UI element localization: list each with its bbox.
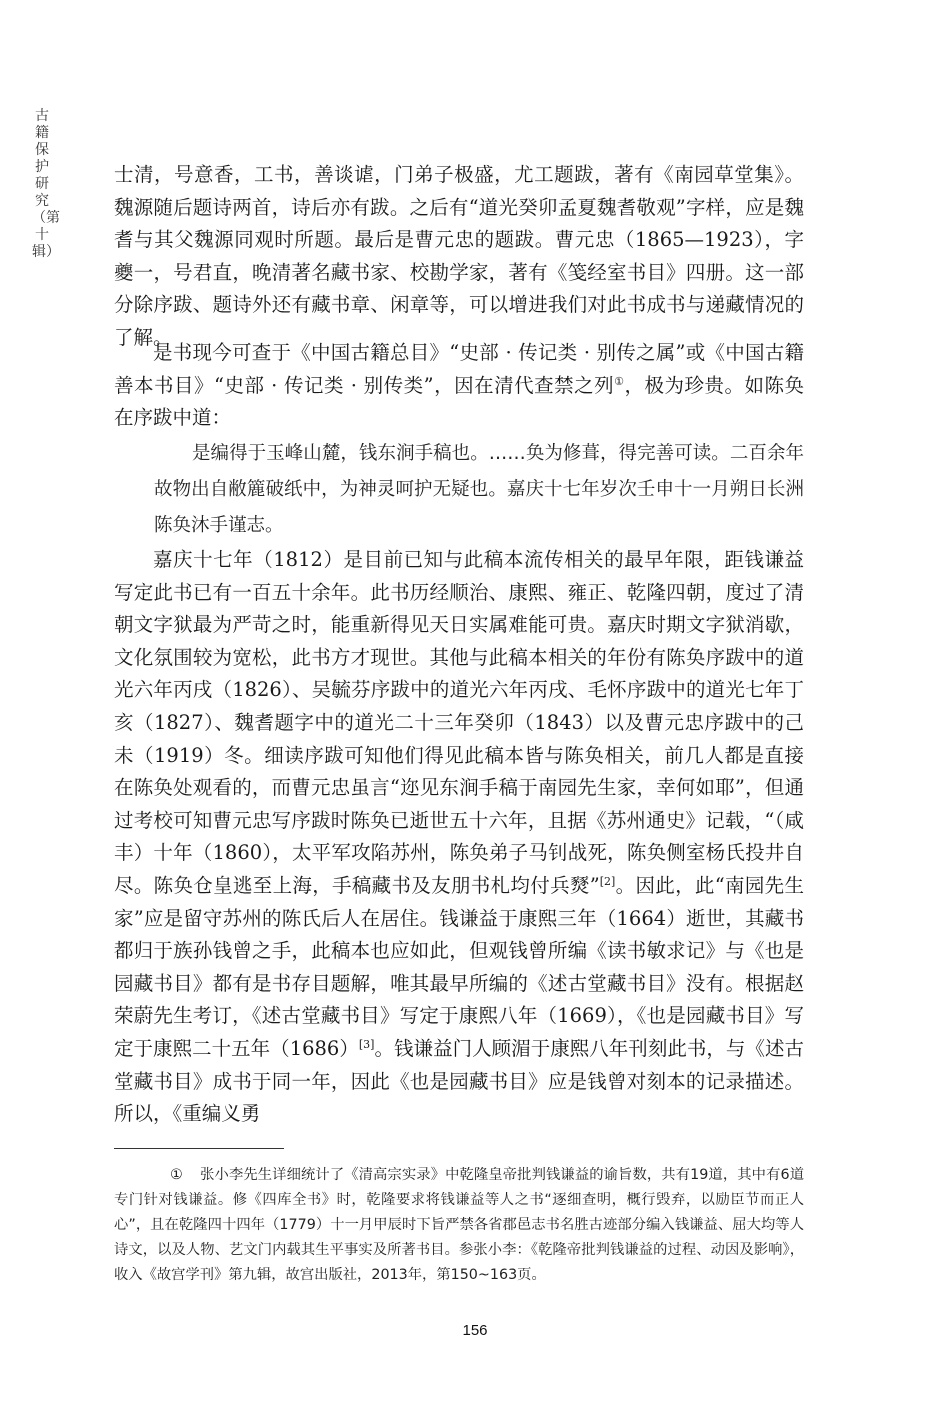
citation-2[interactable]: [2] [599,874,616,888]
footnote-reference[interactable]: ① [614,374,625,388]
paragraph-3-part-c: 。钱谦益门人顾湄于康熙八年刊刻此书，与《述古堂藏书目》成书于同一年，因此《也是园藏书目》应是钱曾对刻本的记录描述。所以，《重编义勇 [114,1036,804,1126]
footnote [114,1163,804,1288]
paragraph-3 [114,544,804,1131]
paragraph-3-part-b: 。因此，此“南园先生家”应是留守苏州的陈氏后人在居住。钱谦益于康熙三年（1664）逝世，其藏书都归于族孙钱曾之手，此稿本也应如此，但观钱曾所编《读书敏求记》与《也是园藏书目》都有是书存目题解，唯其最早所编的《述古堂藏书目》没有。根据赵荣蔚先生考订，《述古堂藏书目》写定于康熙八年（1669），《也是园藏书目》写定于康熙二十五年（1686） [114,873,804,1060]
paragraph-3-part-a: 嘉庆十七年（1812）是目前已知与此稿本流传相关的最早年限，距钱谦益写定此书已有一百五十余年。此书历经顺治、康熙、雍正、乾隆四朝，度过了清朝文字狱最为严苛之时，能重新得见天日实属难能可贵。嘉庆时期文字狱消歇，文化氛围较为宽松，此书方才现世。其他与此稿本相关的年份有陈奂序跋中的道光六年丙戌（1826）、吴毓芬序跋中的道光六年丙戌、毛怀序跋中的道光七年丁亥（1827）、魏耆题字中的道光二十三年癸卯（1843）以及曹元忠序跋中的己未（1919）冬。细读序跋可知他们得见此稿本皆与陈奂相关，前几人都是直接在陈奂处观看的，而曹元忠虽言“迩见东涧手稿于南园先生家，幸何如耶”，但通过考校可知曹元忠写序跋时陈奂已逝世五十六年，且据《苏州通史》记载，“（咸丰）十年（1860），太平军攻陷苏州，陈奂弟子马钊战死，陈奂侧室杨氏投井自尽。陈奂仓皇逃至上海，手稿藏书及友朋书札均付兵燹” [114,548,804,897]
footnote-text: 张小李先生详细统计了《清高宗实录》中乾隆皇帝批判钱谦益的谕旨数，共有19道，其中有6道专门针对钱谦益。修《四库全书》时，乾隆要求将钱谦益等人之书“逐细查明，概行毁弃，以励臣节而正人心”，且在乾隆四十四年（1779）十一月甲辰时下旨严禁各省郡邑志书名胜古迹部分编入钱谦益、屈大均等人诗文，以及人物、艺文门内载其生平事实及所著书目。参张小李：《乾隆帝批判钱谦益的过程、动因及影响》，收入《故宫学刊》第九辑，故宫出版社，2013年，第150~163页。 [114,1167,804,1283]
paragraph-2-part-b: ，极为珍贵。如陈奂在序跋中道： [114,373,804,430]
paragraph-2-part-a: 是书现今可查于《中国古籍总目》“史部 · 传记类 · 别传之属”或《中国古籍善本书目》“史部 · 传记类 · 别传类”，因在清代查禁之列 [114,341,804,397]
block-quote: 是编得于玉峰山麓，钱东涧手稿也。……奂为修葺，得完善可读。二百余年故物出自敝簏破纸中，为神灵呵护无疑也。嘉庆十七年岁次壬申十一月朔日长洲陈奂沐手谨志。 [154,443,804,536]
paragraph-2 [114,337,804,435]
paragraph-1: 士清，号意香，工书，善谈谑，门弟子极盛，尤工题跋，著有《南园草堂集》。魏源随后题诗两首，诗后亦有跋。之后有“道光癸卯孟夏魏耆敬观”字样，应是魏耆与其父魏源同观时所题。最后是曹元忠的题跋。曹元忠（1865—1923），字夔一，号君直，晚清著名藏书家、校勘学家，著有《笺经室书目》四册。这一部分除序跋、题诗外还有藏书章、闲章等，可以增进我们对此书成书与递藏情况的了解。 [114,163,804,349]
side-running-title: 古籍保护研究（第十辑） [32,108,60,260]
citation-3[interactable]: [3] [358,1037,375,1051]
footnote-marker: ① [170,1167,183,1183]
page-number: 156 [462,1322,488,1339]
footnote-divider [114,1148,284,1149]
